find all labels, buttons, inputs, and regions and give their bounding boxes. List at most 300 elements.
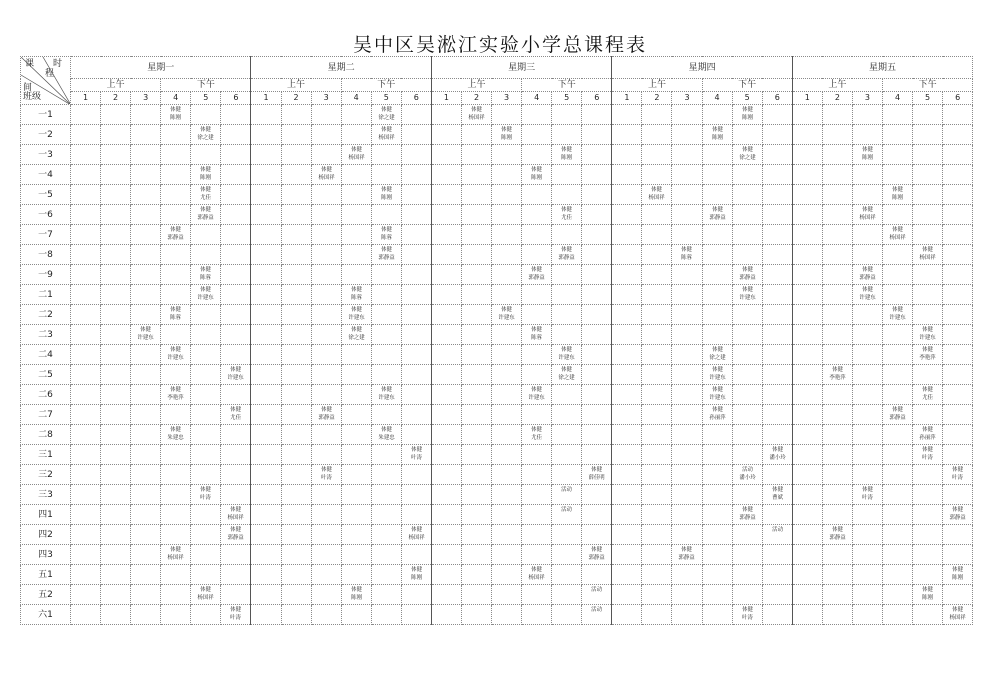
schedule-cell: [101, 545, 131, 565]
schedule-cell: [642, 145, 672, 165]
lesson-subject: 体健: [380, 106, 392, 113]
schedule-cell: [672, 205, 702, 225]
schedule-cell: [672, 345, 702, 365]
lesson-subject: 体健: [741, 146, 753, 153]
schedule-cell: [311, 125, 341, 145]
schedule-cell: [131, 105, 161, 125]
lesson-teacher: 陈刚: [170, 114, 182, 121]
schedule-cell: [401, 205, 431, 225]
schedule-cell: [762, 565, 792, 585]
table-row: [21, 205, 973, 225]
table-row: [21, 565, 973, 585]
schedule-cell: [311, 345, 341, 365]
lesson-entry: [552, 145, 581, 162]
schedule-cell: [71, 205, 101, 225]
schedule-cell: [612, 385, 642, 405]
lesson-subject: 体健: [531, 566, 543, 573]
schedule-cell: [101, 185, 131, 205]
schedule-cell: [552, 105, 582, 125]
schedule-cell: [461, 485, 491, 505]
schedule-cell: [822, 265, 852, 285]
schedule-cell: [762, 605, 792, 625]
schedule-cell: [883, 245, 913, 265]
schedule-cell: [552, 465, 582, 485]
schedule-cell: [251, 605, 281, 625]
schedule-cell: [943, 405, 973, 425]
lesson-subject: 体健: [170, 546, 182, 553]
schedule-cell: [131, 145, 161, 165]
lesson-subject: 体健: [471, 106, 482, 113]
lesson-subject: 体健: [922, 446, 933, 453]
schedule-cell: [642, 185, 672, 205]
schedule-cell: [161, 525, 191, 545]
schedule-cell: [161, 185, 191, 205]
lesson-subject: 体健: [380, 426, 392, 433]
schedule-cell: [552, 205, 582, 225]
lesson-entry: [522, 385, 551, 402]
schedule-cell: [732, 365, 762, 385]
schedule-cell: [221, 265, 251, 285]
schedule-cell: [943, 265, 973, 285]
schedule-cell: [642, 125, 672, 145]
schedule-cell: [792, 365, 822, 385]
lesson-entry: [402, 445, 431, 462]
schedule-cell: [792, 125, 822, 145]
schedule-cell: [732, 285, 762, 305]
period-number: 6: [762, 92, 792, 105]
schedule-cell: [522, 465, 552, 485]
schedule-cell: [161, 245, 191, 265]
schedule-cell: [311, 605, 341, 625]
lesson-entry: [703, 405, 732, 422]
schedule-cell: [732, 565, 762, 585]
schedule-cell: [492, 405, 522, 425]
schedule-cell: [101, 105, 131, 125]
lesson-teacher: 杨国祥: [859, 214, 876, 221]
class-label: 五2: [21, 585, 71, 605]
period-number: 2: [281, 92, 311, 105]
header-corner: [21, 57, 71, 105]
schedule-cell: [762, 465, 792, 485]
schedule-cell: [431, 145, 461, 165]
schedule-cell: [461, 565, 491, 585]
lesson-subject: 体健: [230, 506, 242, 513]
lesson-subject: 体健: [922, 586, 933, 593]
schedule-cell: [431, 305, 461, 325]
schedule-cell: [71, 165, 101, 185]
schedule-cell: [672, 125, 702, 145]
schedule-cell: [191, 525, 221, 545]
schedule-cell: [311, 205, 341, 225]
schedule-cell: [642, 345, 672, 365]
schedule-cell: [101, 205, 131, 225]
schedule-cell: [852, 245, 882, 265]
schedule-cell: [883, 105, 913, 125]
schedule-cell: [522, 145, 552, 165]
schedule-cell: [642, 365, 672, 385]
schedule-cell: [401, 185, 431, 205]
schedule-cell: [913, 285, 943, 305]
schedule-cell: [401, 565, 431, 585]
lesson-entry: [462, 105, 491, 122]
schedule-cell: [672, 145, 702, 165]
schedule-cell: [191, 565, 221, 585]
lesson-subject: 体健: [952, 606, 964, 613]
schedule-cell: [702, 505, 732, 525]
schedule-cell: [522, 545, 552, 565]
schedule-cell: [371, 605, 401, 625]
schedule-cell: [161, 285, 191, 305]
schedule-cell: [101, 345, 131, 365]
schedule-cell: [341, 205, 371, 225]
schedule-cell: [702, 445, 732, 465]
schedule-cell: [792, 245, 822, 265]
schedule-cell: [221, 345, 251, 365]
lesson-teacher: 郭静益: [708, 214, 726, 221]
schedule-cell: [221, 445, 251, 465]
schedule-cell: [492, 385, 522, 405]
schedule-cell: [492, 225, 522, 245]
schedule-cell: [943, 225, 973, 245]
schedule-cell: [672, 185, 702, 205]
schedule-cell: [522, 345, 552, 365]
class-label: 二1: [21, 285, 71, 305]
schedule-cell: [582, 545, 612, 565]
schedule-cell: [221, 465, 251, 485]
lesson-subject: 体健: [561, 206, 573, 213]
class-label: 二3: [21, 325, 71, 345]
lesson-teacher: 郭静益: [167, 234, 184, 241]
schedule-cell: [822, 365, 852, 385]
lesson-entry: [191, 585, 220, 602]
schedule-cell: [582, 185, 612, 205]
schedule-cell: [582, 505, 612, 525]
schedule-cell: [101, 145, 131, 165]
lesson-entry: [221, 605, 250, 622]
period-number: 4: [341, 92, 371, 105]
schedule-cell: [281, 405, 311, 425]
schedule-cell: [883, 485, 913, 505]
schedule-cell: [522, 445, 552, 465]
schedule-cell: [792, 525, 822, 545]
lesson-teacher: 许建东: [167, 354, 184, 361]
lesson-teacher: 李艳萍: [829, 374, 846, 381]
schedule-cell: [612, 545, 642, 565]
schedule-cell: [732, 445, 762, 465]
schedule-cell: [552, 325, 582, 345]
lesson-subject: 体健: [350, 326, 362, 333]
schedule-cell: [221, 285, 251, 305]
lesson-entry: [823, 525, 852, 542]
schedule-cell: [943, 145, 973, 165]
schedule-cell: [371, 165, 401, 185]
schedule-cell: [552, 165, 582, 185]
lesson-teacher: 陈刚: [200, 174, 212, 181]
schedule-cell: [71, 545, 101, 565]
schedule-cell: [131, 365, 161, 385]
schedule-cell: [191, 365, 221, 385]
schedule-cell: [461, 185, 491, 205]
lesson-teacher: 陈刚: [862, 154, 873, 161]
schedule-cell: [702, 125, 732, 145]
class-label: 四3: [21, 545, 71, 565]
schedule-cell: [852, 445, 882, 465]
lesson-subject: 体健: [531, 426, 543, 433]
schedule-cell: [943, 525, 973, 545]
schedule-cell: [913, 145, 943, 165]
schedule-cell: [702, 425, 732, 445]
lesson-entry: [703, 365, 732, 382]
lesson-entry: [191, 205, 220, 222]
schedule-cell: [883, 325, 913, 345]
period-number: 4: [522, 92, 552, 105]
schedule-cell: [191, 105, 221, 125]
schedule-cell: [131, 465, 161, 485]
schedule-cell: [732, 225, 762, 245]
schedule-cell: [762, 305, 792, 325]
lesson-teacher: 许建东: [919, 334, 936, 341]
schedule-cell: [913, 305, 943, 325]
lesson-subject: 体健: [380, 246, 392, 253]
schedule-cell: [101, 125, 131, 145]
schedule-cell: [732, 525, 762, 545]
schedule-cell: [762, 445, 792, 465]
schedule-cell: [431, 405, 461, 425]
schedule-cell: [71, 365, 101, 385]
schedule-cell: [401, 525, 431, 545]
lesson-subject: 体健: [531, 326, 543, 333]
lesson-subject: 体健: [892, 406, 903, 413]
period-number: 3: [131, 92, 161, 105]
schedule-cell: [702, 465, 732, 485]
schedule-cell: [371, 385, 401, 405]
schedule-cell: [371, 585, 401, 605]
schedule-cell: [702, 145, 732, 165]
half-afternoon: 下午: [161, 79, 251, 92]
schedule-cell: [431, 545, 461, 565]
schedule-cell: [251, 125, 281, 145]
schedule-cell: [672, 465, 702, 485]
lesson-entry: [703, 205, 732, 222]
schedule-cell: [913, 405, 943, 425]
period-number: 5: [732, 92, 762, 105]
schedule-cell: [672, 485, 702, 505]
schedule-cell: [822, 585, 852, 605]
schedule-cell: [522, 365, 552, 385]
schedule-cell: [221, 205, 251, 225]
schedule-cell: [131, 265, 161, 285]
schedule-cell: [281, 285, 311, 305]
schedule-cell: [552, 145, 582, 165]
schedule-cell: [582, 225, 612, 245]
lesson-entry: [191, 185, 220, 202]
schedule-cell: [191, 345, 221, 365]
schedule-cell: [131, 205, 161, 225]
schedule-cell: [582, 365, 612, 385]
lesson-subject: 体健: [531, 166, 543, 173]
schedule-cell: [732, 185, 762, 205]
schedule-cell: [131, 225, 161, 245]
schedule-cell: [822, 385, 852, 405]
schedule-cell: [281, 585, 311, 605]
schedule-cell: [371, 205, 401, 225]
class-label: 一7: [21, 225, 71, 245]
schedule-cell: [762, 265, 792, 285]
lesson-entry: [582, 605, 611, 614]
lesson-teacher: 徐之建: [739, 154, 756, 161]
lesson-teacher: 叶涛: [862, 494, 873, 501]
lesson-teacher: 朱建忠: [378, 434, 395, 441]
schedule-cell: [371, 485, 401, 505]
schedule-cell: [762, 325, 792, 345]
lesson-teacher: 徐之建: [378, 114, 395, 121]
schedule-cell: [461, 445, 491, 465]
schedule-cell: [131, 185, 161, 205]
lesson-subject: 体健: [681, 546, 693, 553]
schedule-cell: [552, 565, 582, 585]
schedule-cell: [251, 545, 281, 565]
schedule-cell: [191, 605, 221, 625]
schedule-cell: [492, 365, 522, 385]
schedule-cell: [762, 345, 792, 365]
schedule-cell: [913, 365, 943, 385]
schedule-cell: [582, 145, 612, 165]
lesson-teacher: 许建东: [227, 374, 244, 381]
schedule-cell: [792, 425, 822, 445]
schedule-cell: [642, 545, 672, 565]
schedule-cell: [161, 225, 191, 245]
schedule-cell: [943, 125, 973, 145]
schedule-cell: [943, 605, 973, 625]
lesson-subject: 体健: [831, 526, 843, 533]
lesson-entry: [191, 165, 220, 182]
schedule-cell: [311, 405, 341, 425]
lesson-teacher: 杨国祥: [468, 114, 485, 121]
schedule-cell: [341, 125, 371, 145]
schedule-cell: [552, 525, 582, 545]
table-row: [21, 525, 973, 545]
schedule-cell: [762, 545, 792, 565]
class-label: 一2: [21, 125, 71, 145]
schedule-cell: [221, 125, 251, 145]
schedule-cell: [792, 145, 822, 165]
schedule-cell: [943, 385, 973, 405]
schedule-cell: [702, 285, 732, 305]
schedule-cell: [191, 325, 221, 345]
lesson-teacher: 杨国祥: [197, 594, 214, 601]
schedule-cell: [101, 225, 131, 245]
schedule-cell: [762, 525, 792, 545]
schedule-cell: [822, 525, 852, 545]
lesson-teacher: 许建东: [558, 354, 575, 361]
lesson-subject: 体健: [561, 146, 573, 153]
lesson-subject: 体健: [771, 486, 783, 493]
schedule-cell: [612, 265, 642, 285]
schedule-cell: [341, 325, 371, 345]
schedule-cell: [612, 425, 642, 445]
schedule-cell: [221, 405, 251, 425]
half-afternoon: 下午: [883, 79, 973, 92]
schedule-cell: [522, 325, 552, 345]
day-header: 星期四: [612, 57, 792, 79]
page-title: 吴中区吴淞江实验小学总课程表: [352, 34, 647, 56]
lesson-teacher: 陈刚: [711, 134, 723, 141]
lesson-teacher: 尤佳: [200, 194, 212, 201]
lesson-teacher: 杨国祥: [167, 554, 184, 561]
lesson-entry: [161, 105, 190, 122]
lesson-teacher: 郭静益: [889, 414, 906, 421]
lesson-subject: 活动: [561, 486, 573, 493]
schedule-cell: [401, 105, 431, 125]
schedule-cell: [852, 145, 882, 165]
schedule-cell: [822, 305, 852, 325]
schedule-cell: [883, 545, 913, 565]
lesson-entry: [492, 305, 521, 322]
schedule-cell: [161, 365, 191, 385]
lesson-entry: [131, 325, 160, 342]
schedule-cell: [341, 405, 371, 425]
schedule-cell: [131, 565, 161, 585]
lesson-teacher: 薛佳明: [588, 474, 605, 481]
half-afternoon: 下午: [341, 79, 431, 92]
lesson-entry: [492, 125, 521, 142]
schedule-cell: [582, 565, 612, 585]
schedule-cell: [582, 445, 612, 465]
schedule-cell: [732, 605, 762, 625]
schedule-cell: [251, 465, 281, 485]
lesson-subject: 体健: [230, 366, 242, 373]
schedule-cell: [161, 485, 191, 505]
schedule-cell: [762, 585, 792, 605]
lesson-entry: [161, 425, 190, 442]
schedule-cell: [943, 165, 973, 185]
schedule-cell: [732, 305, 762, 325]
lesson-subject: 体健: [831, 366, 843, 373]
schedule-cell: [492, 165, 522, 185]
lesson-teacher: 杨国祥: [317, 174, 335, 181]
schedule-cell: [161, 585, 191, 605]
schedule-cell: [582, 405, 612, 425]
schedule-cell: [522, 485, 552, 505]
schedule-cell: [191, 425, 221, 445]
schedule-cell: [943, 465, 973, 485]
schedule-cell: [913, 585, 943, 605]
table-row: [21, 365, 973, 385]
schedule-cell: [642, 225, 672, 245]
schedule-cell: [191, 385, 221, 405]
schedule-cell: [522, 405, 552, 425]
schedule-cell: [552, 585, 582, 605]
schedule-cell: [131, 345, 161, 365]
lesson-entry: [342, 145, 371, 162]
schedule-cell: [311, 145, 341, 165]
schedule-cell: [341, 265, 371, 285]
lesson-subject: 体健: [651, 186, 663, 193]
lesson-subject: 体健: [410, 526, 422, 533]
schedule-cell: [251, 165, 281, 185]
lesson-teacher: 陈蓉: [531, 334, 543, 341]
lesson-entry: [552, 205, 581, 222]
lesson-subject: 体健: [320, 466, 332, 473]
schedule-cell: [792, 605, 822, 625]
lesson-subject: 体健: [862, 286, 873, 293]
lesson-subject: 体健: [862, 146, 873, 153]
schedule-cell: [943, 305, 973, 325]
schedule-cell: [822, 505, 852, 525]
lesson-entry: [883, 305, 912, 322]
schedule-cell: [522, 205, 552, 225]
schedule-cell: [401, 125, 431, 145]
